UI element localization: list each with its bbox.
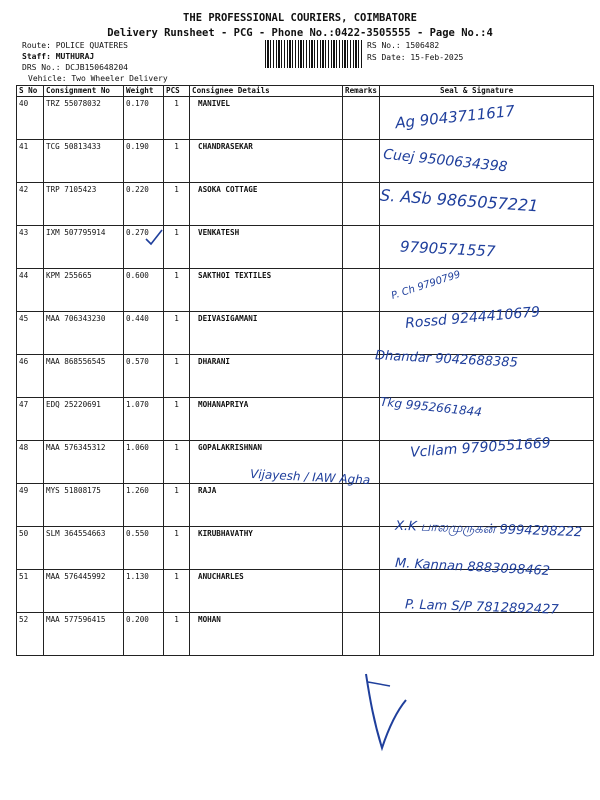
- row-pcs: 1: [164, 226, 190, 269]
- row-consignment: MAA 576345312: [44, 441, 124, 484]
- row-sno: 52: [17, 613, 44, 656]
- row-consignment: IXM 507795914: [44, 226, 124, 269]
- row-weight: 1.260: [124, 484, 164, 527]
- row-pcs: 1: [164, 398, 190, 441]
- row-consignee: DEIVASIGAMANI: [190, 312, 343, 355]
- handwritten-signature: Tkg 9952661844: [379, 394, 483, 420]
- row-consignee: CHANDRASEKAR: [190, 140, 343, 183]
- row-sno: 49: [17, 484, 44, 527]
- col-pcs: PCS: [164, 86, 190, 97]
- row-consignee: RAJA: [190, 484, 343, 527]
- row-consignment: MAA 576445992: [44, 570, 124, 613]
- row-weight: 1.060: [124, 441, 164, 484]
- row-remarks: [343, 527, 380, 570]
- row-remarks: [343, 97, 380, 140]
- row-remarks: [343, 312, 380, 355]
- large-check-mark-icon: [360, 660, 410, 755]
- row-pcs: 1: [164, 613, 190, 656]
- handwritten-signature: P. Lam S/P 7812892427: [404, 597, 559, 618]
- row-weight: 1.130: [124, 570, 164, 613]
- col-weight: Weight: [124, 86, 164, 97]
- row-signature-cell: [380, 613, 594, 656]
- row-remarks: [343, 183, 380, 226]
- row-weight: 0.600: [124, 269, 164, 312]
- handwritten-signature: S. ASb 9865057221: [379, 185, 539, 216]
- row-weight: 0.190: [124, 140, 164, 183]
- row-consignee: SAKTHOI TEXTILES: [190, 269, 343, 312]
- handwritten-signature: Cuej 9500634398: [382, 146, 509, 176]
- row-remarks: [343, 140, 380, 183]
- row-pcs: 1: [164, 269, 190, 312]
- row-consignee: DHARANI: [190, 355, 343, 398]
- row-pcs: 1: [164, 570, 190, 613]
- handwritten-signature: Dhandar 9042688385: [374, 348, 519, 371]
- row-pcs: 1: [164, 441, 190, 484]
- row-sno: 40: [17, 97, 44, 140]
- handwritten-signature: Rossd 9244410679: [404, 304, 541, 332]
- col-remarks: Remarks: [343, 86, 380, 97]
- row-consignee: MOHANAPRIYA: [190, 398, 343, 441]
- row-sno: 44: [17, 269, 44, 312]
- row-consignment: SLM 364554663: [44, 527, 124, 570]
- row-consignee: ASOKA COTTAGE: [190, 183, 343, 226]
- rs-no-label: RS No.: 1506482: [367, 41, 440, 50]
- row-consignment: TRZ 55078032: [44, 97, 124, 140]
- row-consignee: GOPALAKRISHNAN: [190, 441, 343, 484]
- row-sno: 41: [17, 140, 44, 183]
- staff-label: Staff: MUTHURAJ: [22, 52, 95, 61]
- table-row: [17, 226, 594, 269]
- row-consignee: VENKATESH: [190, 226, 343, 269]
- row-weight: 0.550: [124, 527, 164, 570]
- row-remarks: [343, 613, 380, 656]
- row-pcs: 1: [164, 355, 190, 398]
- row-remarks: [343, 484, 380, 527]
- row-sno: 47: [17, 398, 44, 441]
- row-pcs: 1: [164, 527, 190, 570]
- row-consignment: EDQ 25220691: [44, 398, 124, 441]
- table-header: [17, 86, 594, 97]
- table-row: [17, 484, 594, 527]
- handwritten-signature: P. Ch 9790799: [390, 269, 462, 302]
- drs-label: DRS No.: DCJB150648204: [22, 63, 128, 72]
- vehicle-label: Vehicle: Two Wheeler Delivery: [28, 74, 168, 83]
- handwritten-signature: X.K பாலமுருகன் 9994298222: [394, 518, 583, 541]
- col-consignment: Consignment No: [44, 86, 124, 97]
- tick-mark-icon: [143, 227, 165, 247]
- rs-date-label: RS Date: 15-Feb-2025: [367, 53, 464, 62]
- row-weight: 0.270: [124, 226, 164, 269]
- row-consignment: MYS 51808175: [44, 484, 124, 527]
- col-consignee: Consignee Details: [190, 86, 343, 97]
- company-title: THE PROFESSIONAL COURIERS, COIMBATORE: [183, 12, 417, 24]
- row-remarks: [343, 570, 380, 613]
- row-pcs: 1: [164, 97, 190, 140]
- row-pcs: 1: [164, 140, 190, 183]
- row-pcs: 1: [164, 484, 190, 527]
- row-sno: 45: [17, 312, 44, 355]
- handwritten-signature: Vcllam 9790551669: [409, 435, 552, 461]
- row-weight: 0.170: [124, 97, 164, 140]
- row-remarks: [343, 269, 380, 312]
- row-weight: 0.570: [124, 355, 164, 398]
- row-consignment: MAA 706343230: [44, 312, 124, 355]
- table-row: [17, 269, 594, 312]
- row-consignee: MANIVEL: [190, 97, 343, 140]
- row-weight: 1.070: [124, 398, 164, 441]
- handwritten-signature: M. Kannan 8883098462: [394, 555, 551, 580]
- row-sno: 42: [17, 183, 44, 226]
- row-consignment: TRP 7105423: [44, 183, 124, 226]
- row-consignment: MAA 868556545: [44, 355, 124, 398]
- row-consignment: KPM 255665: [44, 269, 124, 312]
- row-consignment: MAA 577596415: [44, 613, 124, 656]
- table-row: [17, 398, 594, 441]
- row-consignment: TCG 50813433: [44, 140, 124, 183]
- handwritten-signature: Ag 9043711617: [394, 101, 516, 133]
- table-row: [17, 613, 594, 656]
- handwritten-signature: 9790571557: [399, 237, 496, 261]
- row-consignee: MOHAN: [190, 613, 343, 656]
- row-weight: 0.200: [124, 613, 164, 656]
- row-pcs: 1: [164, 183, 190, 226]
- row-sno: 51: [17, 570, 44, 613]
- handwritten-signature: Vijayesh / IAW Agha: [249, 466, 371, 488]
- row-sno: 46: [17, 355, 44, 398]
- barcode: [265, 40, 363, 68]
- route-label: Route: POLICE QUATERES: [22, 41, 128, 50]
- row-remarks: [343, 226, 380, 269]
- row-consignee: ANUCHARLES: [190, 570, 343, 613]
- row-sno: 50: [17, 527, 44, 570]
- col-signature: Seal & Signature: [380, 86, 594, 97]
- row-pcs: 1: [164, 312, 190, 355]
- row-sno: 43: [17, 226, 44, 269]
- row-sno: 48: [17, 441, 44, 484]
- row-remarks: [343, 398, 380, 441]
- col-sno: S No: [17, 86, 44, 97]
- row-weight: 0.440: [124, 312, 164, 355]
- row-weight: 0.220: [124, 183, 164, 226]
- row-consignee: KIRUBHAVATHY: [190, 527, 343, 570]
- runsheet-subtitle: Delivery Runsheet - PCG - Phone No.:0422-3505555 - Page No.:4: [107, 27, 493, 39]
